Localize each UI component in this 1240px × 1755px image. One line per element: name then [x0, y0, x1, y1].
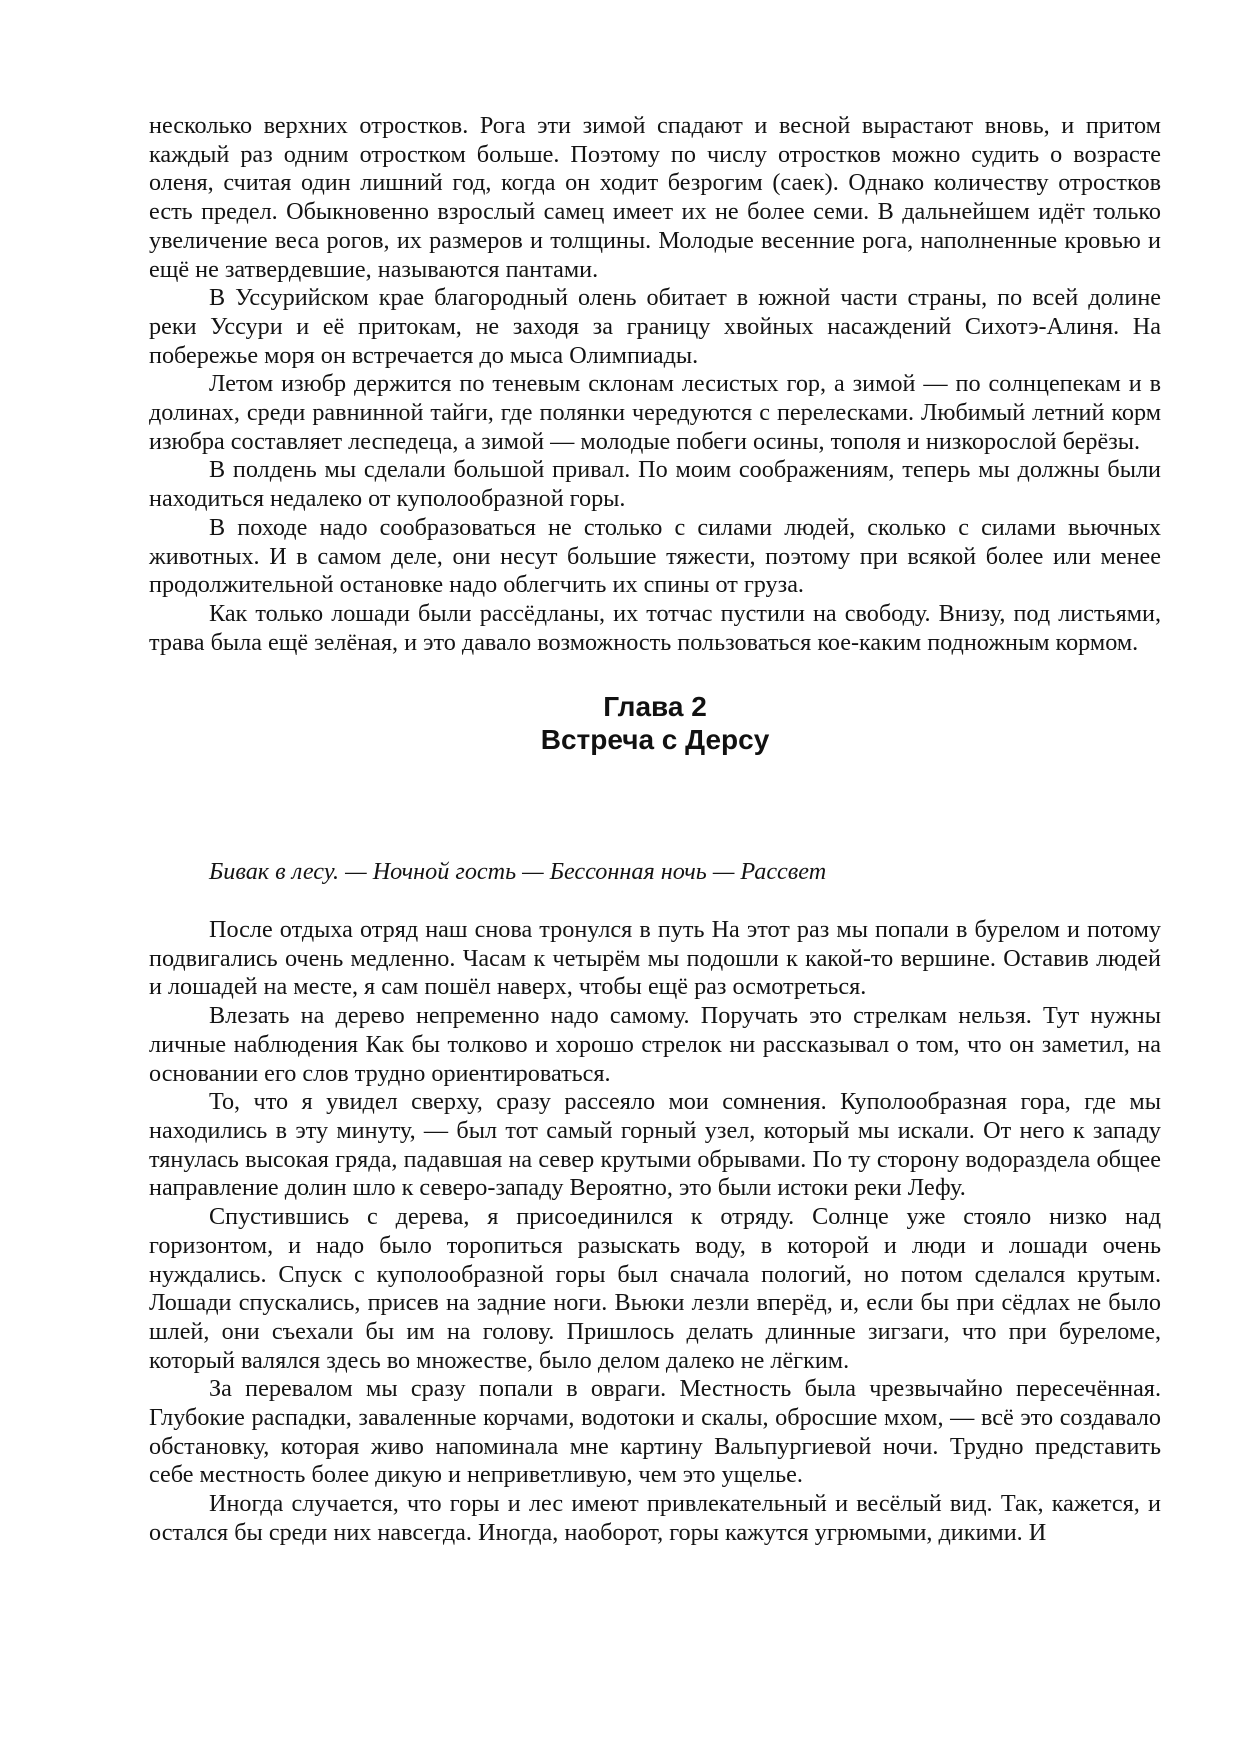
paragraph-chapter-2: Влезать на дерево непременно надо самому. Поручать это стрелкам нельзя. Тут нужны личные наблюдения Как бы толково и хорошо стрелок ни рассказывал о том, что он заметил, на основании его слов трудно ориентироваться.: [149, 1002, 1161, 1087]
chapter-number: Глава 2: [603, 691, 707, 723]
paragraph-intro-6: Как только лошади были рассёдланы, их тотчас пустили на свободу. Внизу, под листьями, трава была ещё зелёная, и это давало возможность пользоваться кое-каким подножным кормом.: [149, 599, 1161, 656]
paragraph-intro-5: В походе надо сообразоваться не столько с силами людей, сколько с силами вьючных животных. И в самом деле, они несут большие тяжести, поэтому при всякой более или менее продолжительной остановке надо облегчить их спины от груза.: [149, 513, 1161, 599]
paragraph-intro-1: несколько верхних отростков. Рога эти зимой спадают и весной вырастают вновь, и притом каждый раз одним отростком больше. Поэтому по числу отростков можно судить о возрасте оленя, считая один лишний год, когда он ходит безрогим (саек). Однако количеству отростков есть предел. Обыкновенно взрослый самец имеет их не более семи. В дальнейшем идёт только увеличение веса рогов, их размеров и толщины. Молодые весенние рога, наполненные кровью и ещё не затвердевшие, называются пантами.: [149, 112, 1161, 283]
document-page: [149, 112, 1161, 1548]
paragraph-chapter-1: После отдыха отряд наш снова тронулся в путь На этот раз мы попали в бурелом и потому подвигались очень медленно. Часам к четырём мы подошли к какой-то вершине. Оставив людей и лошадей на месте, я сам пошёл наверх, чтобы ещё раз осмотреться.: [149, 916, 1161, 1001]
chapter-epigraph: Бивак в лесу. — Ночной гость — Бессонная ночь — Рассвет: [209, 858, 827, 886]
paragraph-chapter-6: Иногда случается, что горы и лес имеют привлекательный и весёлый вид. Так, кажется, и остался бы среди них навсегда. Иногда, наоборот, горы кажутся угрюмыми, дикими. И: [149, 1490, 1161, 1546]
paragraph-intro-4: В полдень мы сделали большой привал. По моим соображениям, теперь мы должны были находиться недалеко от куполообразной горы.: [149, 456, 1161, 513]
paragraph-chapter-4: Спустившись с дерева, я присоединился к отряду. Солнце уже стояло низко над горизонтом, и надо было торопиться разыскать воду, в которой и люди и лошади очень нуждались. Спуск с куполообразной горы был сначала пологий, но потом сделался крутым. Лошади спускались, присев на задние ноги. Вьюки лезли вперёд, и, если бы при сёдлах не было шлей, они съехали бы им на голову. Пришлось делать длинные зигзаги, что при буреломе, который валялся здесь во множестве, было делом далеко не лёгким.: [149, 1203, 1161, 1374]
chapter-title: Встреча с Дерсу: [540, 724, 770, 756]
chapter-heading: [149, 690, 1161, 756]
paragraph-chapter-3: То, что я увидел сверху, сразу рассеяло мои сомнения. Куполообразная гора, где мы находились в эту минуту, — был тот самый горный узел, который мы искали. От него к западу тянулась высокая гряда, падавшая на север крутыми обрывами. По ту сторону водораздела общее направление долин шло к северо-западу Вероятно, это были истоки реки Лефу.: [149, 1088, 1161, 1202]
paragraph-chapter-5: За перевалом мы сразу попали в овраги. Местность была чрезвычайно пересечённая. Глубокие распадки, заваленные корчами, водотоки и скалы, обросшие мхом, — всё это создавало обстановку, которая живо напоминала мне картину Вальпургиевой ночи. Трудно представить себе местность более дикую и неприветливую, чем это ущелье.: [149, 1375, 1161, 1489]
paragraph-intro-3: Летом изюбр держится по теневым склонам лесистых гор, а зимой — по солнцепекам и в долинах, среди равнинной тайги, где полянки чередуются с перелесками. Любимый летний корм изюбра составляет леспедеца, а зимой — молодые побеги осины, тополя и низкорослой берёзы.: [149, 370, 1161, 455]
paragraph-intro-2: В Уссурийском крае благородный олень обитает в южной части страны, по всей долине реки Уссури и её притокам, не заходя за границу хвойных насаждений Сихотэ-Алиня. На побережье моря он встречается до мыса Олимпиады.: [149, 284, 1161, 369]
